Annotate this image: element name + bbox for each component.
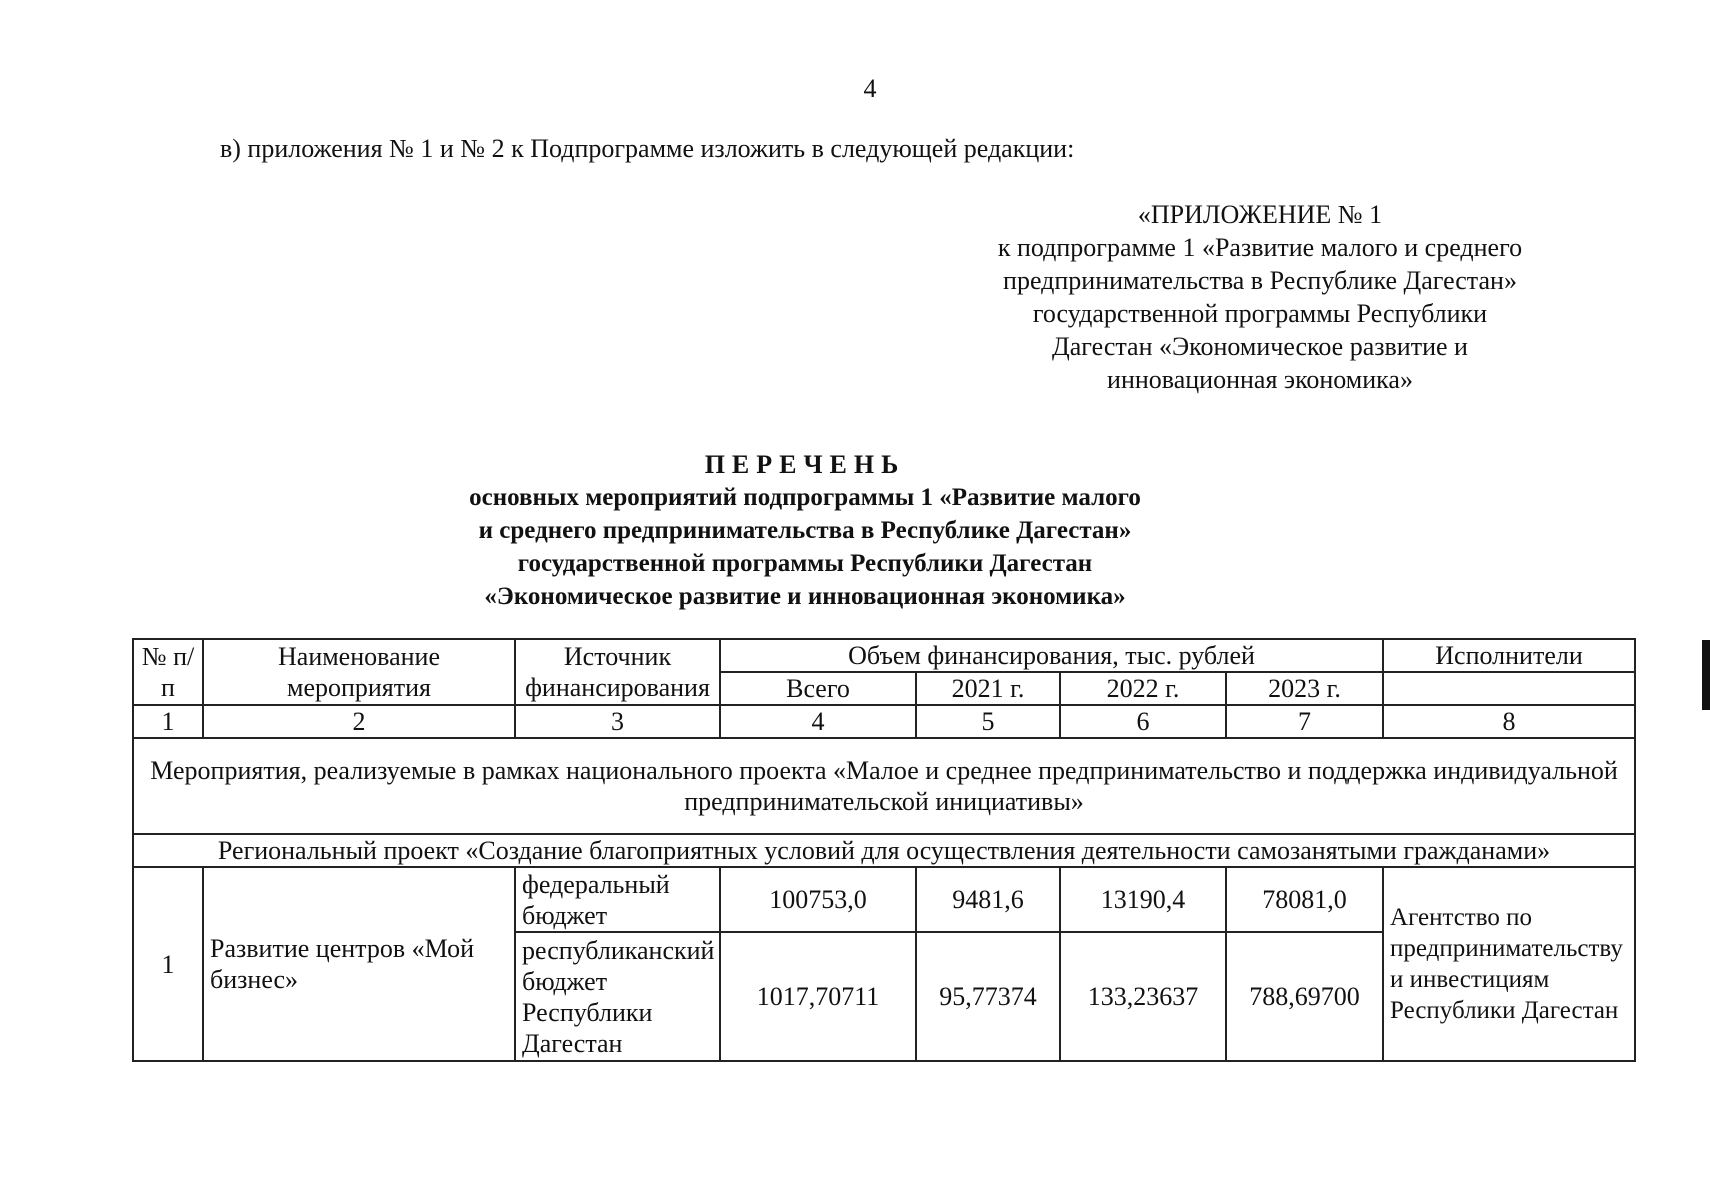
heading-line: и среднего предпринимательства в Республике Дагестан» [478,517,1132,544]
row-2021: 95,77374 [916,932,1060,1061]
row-2022: 133,23637 [1060,932,1226,1061]
appendix-line: предпринимательства в Республике Дагестан» [1003,266,1517,295]
activities-table [132,638,1636,1062]
column-number: 4 [720,705,916,738]
section-title: Мероприятия, реализуемые в рамках национального проекта «Малое и среднее предпринимательство и поддержка индивидуальной предпринимательской инициативы» [133,738,1635,834]
page-number: 4 [863,74,877,103]
column-number: 6 [1060,705,1226,738]
header-executors: Исполнители [1383,639,1635,672]
header-name: Наименование мероприятия [203,639,515,705]
heading-title: ПЕРЕЧЕНЬ [704,450,906,479]
row-2021: 9481,6 [916,867,1060,932]
header-2023: 2023 г. [1226,672,1383,705]
table-header-row [133,639,1635,672]
appendix-line: инновационная экономика» [1107,365,1413,394]
appendix-line: к подпрограмме 1 «Развитие малого и среднего [997,233,1523,262]
scan-margin-mark [1702,640,1710,710]
table-row [133,867,1635,932]
column-number: 5 [916,705,1060,738]
column-number: 7 [1226,705,1383,738]
row-2022: 13190,4 [1060,867,1226,932]
appendix-line: Дагестан «Экономическое развитие и [1052,332,1468,361]
column-number: 2 [203,705,515,738]
row-num: 1 [133,867,203,1061]
header-volume: Объем финансирования, тыс. рублей [720,639,1383,672]
intro-text: в) приложения № 1 и № 2 к Подпрограмме изложить в следующей редакции: [220,134,1075,163]
header-2022: 2022 г. [1060,672,1226,705]
row-total: 100753,0 [720,867,916,932]
section-title-row [133,738,1635,834]
heading-line: «Экономическое развитие и инновационная экономика» [484,583,1126,610]
regional-project-row [133,834,1635,867]
header-executors-empty [1383,672,1635,705]
header-source: Источник финансирования [515,639,720,705]
heading-line: основных мероприятий подпрограммы 1 «Развитие малого [469,484,1141,511]
row-name: Развитие центров «Мой бизнес» [203,867,515,1061]
row-2023: 788,69700 [1226,932,1383,1061]
row-total: 1017,70711 [720,932,916,1061]
appendix-title: «ПРИЛОЖЕНИЕ № 1 [1137,200,1383,229]
column-number: 1 [133,705,203,738]
column-number-row [133,705,1635,738]
column-number: 3 [515,705,720,738]
regional-project-title: Региональный проект «Создание благоприятных условий для осуществления деятельности самозанятыми гражданами» [133,834,1635,867]
column-number: 8 [1383,705,1635,738]
document-heading [300,448,1310,613]
header-2021: 2021 г. [916,672,1060,705]
row-executor: Агентство по предпринимательству и инвестициям Республики Дагестан [1383,867,1635,1061]
header-total: Всего [720,672,916,705]
appendix-line: государственной программы Республики [1032,299,1488,328]
appendix-block [985,198,1535,396]
heading-line: государственной программы Республики Дагестан [517,550,1093,577]
row-source: республиканский бюджет Республики Дагестан [515,932,720,1061]
header-num: № п/п [133,639,203,705]
row-source: федеральный бюджет [515,867,720,932]
row-2023: 78081,0 [1226,867,1383,932]
